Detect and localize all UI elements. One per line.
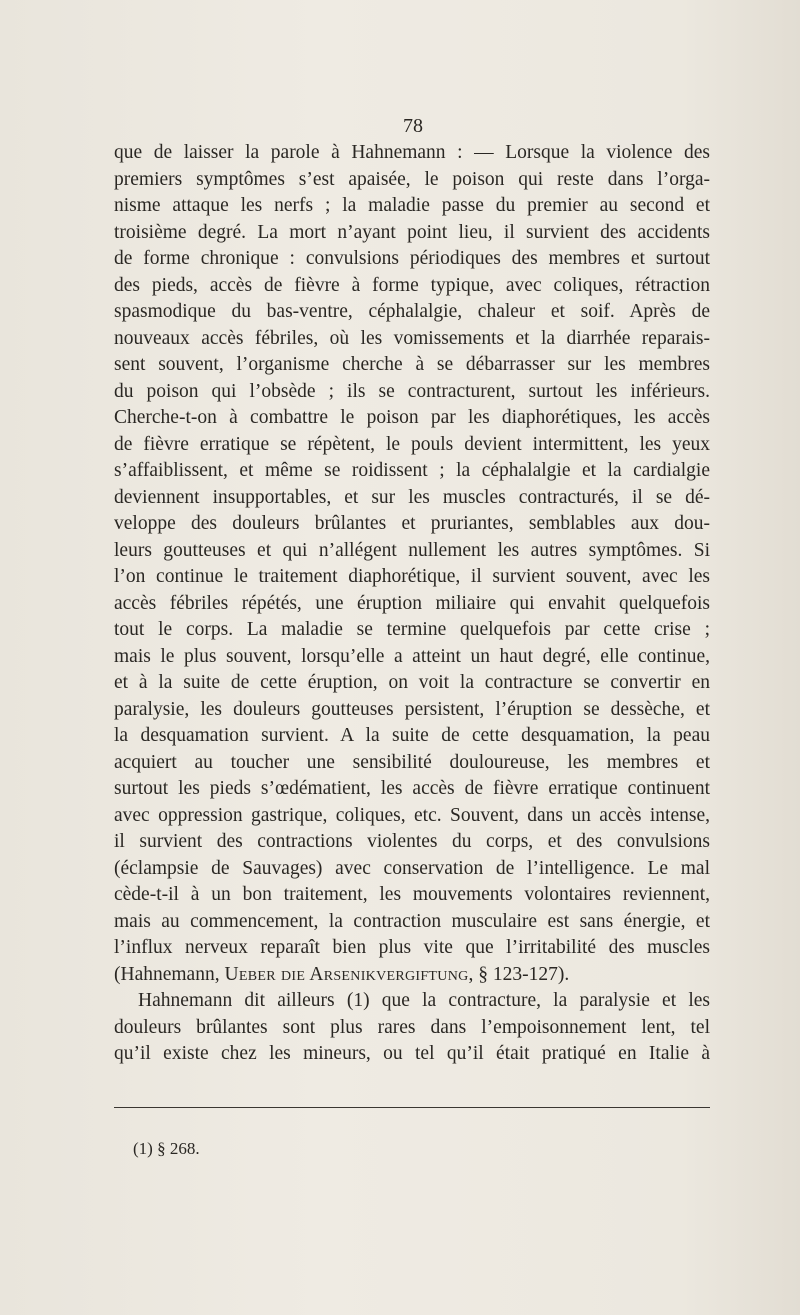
text-line: l’on continue le traitement diaphorétique, il survient souvent, avec les: [114, 566, 710, 587]
text-line: tout le corps. La maladie se termine quelquefois par cette crise ;: [114, 619, 710, 640]
page-number: 78: [403, 115, 423, 137]
text-line: surtout les pieds s’œdématient, les accès de fièvre erratique continuent: [114, 778, 710, 799]
text-line: paralysie, les douleurs goutteuses persistent, l’éruption se dessèche, et: [114, 698, 710, 720]
text-line: douleurs brûlantes sont plus rares dans l’empoisonnement lent, tel: [114, 1016, 710, 1038]
text-line: spasmodique du bas-ventre, céphalalgie, chaleur et soif. Après de: [114, 301, 710, 322]
text-line: acquiert au toucher une sensibilité douloureuse, les membres et: [114, 751, 710, 773]
text-line: Hahnemann dit ailleurs (1) que la contracture, la paralysie et les: [138, 990, 710, 1011]
text-line: s’affaiblissent, et même se roidissent ; la céphalalgie et la cardialgie: [114, 460, 710, 481]
footnote: (1) § 268.: [133, 1139, 200, 1158]
text-line: mais le plus souvent, lorsqu’elle a atteint un haut degré, elle continue,: [114, 645, 710, 667]
text-line: deviennent insupportables, et sur les muscles contracturés, il se dé-: [114, 486, 710, 508]
text-line: de fièvre erratique se répètent, le pouls devient intermittent, les yeux: [114, 433, 710, 455]
text-line: Cherche-t-on à combattre le poison par les diaphorétiques, les accès: [114, 407, 710, 428]
text-line: il survient des contractions violentes du corps, et des convulsions: [114, 831, 710, 852]
text-line: sent souvent, l’organisme cherche à se débarrasser sur les membres: [114, 354, 710, 375]
text-line: nouveaux accès fébriles, où les vomissements et la diarrhée reparais-: [114, 327, 710, 349]
text-line: la desquamation survient. A la suite de cette desquamation, la peau: [114, 725, 710, 746]
text-line: veloppe des douleurs brûlantes et pruriantes, semblables aux dou-: [114, 513, 710, 534]
text-line: des pieds, accès de fièvre à forme typique, avec coliques, rétraction: [114, 274, 710, 296]
footnote-divider: [114, 1107, 710, 1108]
text-line: l’influx nerveux reparaît bien plus vite que l’irritabilité des muscles: [114, 937, 710, 958]
text-line: accès fébriles répétés, une éruption miliaire qui envahit quelquefois: [114, 592, 710, 614]
text-line: avec oppression gastrique, coliques, etc. Souvent, dans un accès intense,: [114, 804, 710, 826]
text-line: de forme chronique : convulsions périodiques des membres et surtout: [114, 248, 710, 269]
text-line: que de laisser la parole à Hahnemann : — Lorsque la violence des: [114, 142, 710, 163]
text-line: leurs goutteuses et qui n’allégent nullement les autres symptômes. Si: [114, 539, 710, 561]
text-line: mais au commencement, la contraction musculaire est sans énergie, et: [114, 910, 710, 932]
text-line: et à la suite de cette éruption, on voit la contracture se convertir en: [114, 672, 710, 693]
citation-line: [114, 962, 710, 989]
citation-title: Ueber die Arsenikvergiftung: [224, 963, 469, 985]
citation-after: , § 123-127).: [468, 963, 570, 985]
citation-before: (Hahnemann,: [114, 963, 225, 985]
text-line: premiers symptômes s’est apaisée, le poison qui reste dans l’orga-: [114, 168, 710, 190]
text-line: (éclampsie de Sauvages) avec conservation de l’intelligence. Le mal: [114, 857, 710, 879]
text-line: du poison qui l’obsède ; ils se contracturent, surtout les inférieurs.: [114, 380, 710, 402]
body-text: [114, 140, 710, 1068]
text-line: nisme attaque les nerfs ; la maladie passe du premier au second et: [114, 195, 710, 216]
text-line: cède-t-il à un bon traitement, les mouvements volontaires reviennent,: [114, 884, 710, 905]
text-line: troisième degré. La mort n’ayant point lieu, il survient des accidents: [114, 221, 710, 243]
text-line: qu’il existe chez les mineurs, ou tel qu’il était pratiqué en Italie à: [114, 1043, 710, 1064]
